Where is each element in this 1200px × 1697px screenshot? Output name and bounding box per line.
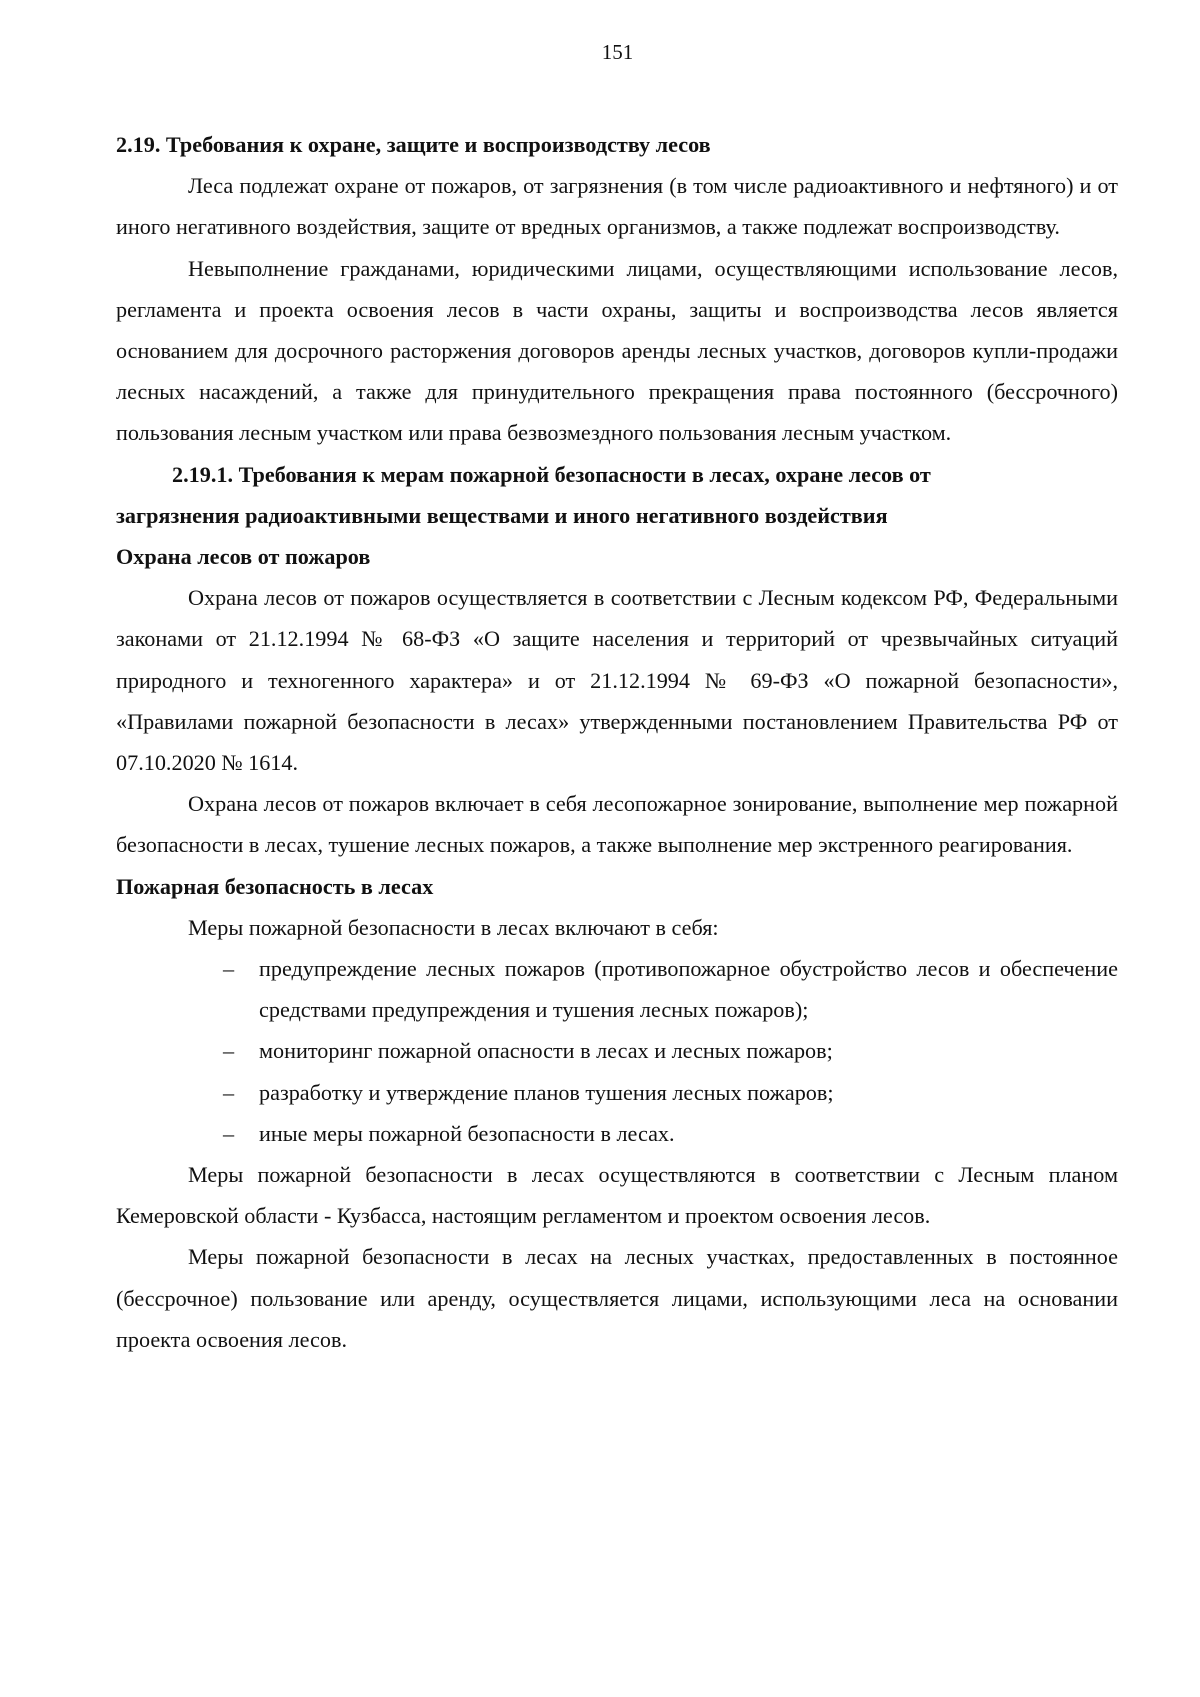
section-heading-2-19-1	[116, 454, 1118, 536]
list-item	[116, 948, 1118, 1030]
list-dash: –	[223, 1079, 235, 1105]
fire-safety-measures-list	[116, 948, 1118, 1154]
paragraph-fire-protection-legal-basis: Охрана лесов от пожаров осуществляется в соответствии с Лесным кодексом РФ, Федеральными законами от 21.12.1994 № 68-ФЗ «О защите населения и территорий от чрезвычайных ситуаций природного и техногенного характера» и от 21.12.1994 № 69-ФЗ «О пожарной безопасности», «Правилами пожарной безопасности в лесах» утвержденными постановлением Правительства РФ от 07.10.2020 № 1614.	[116, 585, 1118, 776]
subheading-fire-protection: Охрана лесов от пожаров	[116, 544, 371, 570]
list-dash: –	[223, 1120, 235, 1146]
list-item	[116, 1030, 1118, 1071]
paragraph-fire-protection-includes: Охрана лесов от пожаров включает в себя лесопожарное зонирование, выполнение мер пожарной безопасности в лесах, тушение лесных пожаров, а также выполнение мер экстренного реагирования.	[116, 791, 1118, 858]
paragraph-fire-safety-leased-plots: Меры пожарной безопасности в лесах на лесных участках, предоставленных в постоянное (бессрочное) пользование или аренду, осуществляется лицами, использующими леса на основании проекта освоения лесов.	[116, 1244, 1118, 1352]
list-item-text: мониторинг пожарной опасности в лесах и лесных пожаров;	[259, 1038, 833, 1064]
list-dash: –	[223, 1038, 235, 1064]
paragraph-fire-safety-basis: Меры пожарной безопасности в лесах осуществляются в соответствии с Лесным планом Кемеровской области - Кузбасса, настоящим регламентом и проектом освоения лесов.	[116, 1162, 1118, 1229]
list-item	[116, 1113, 1118, 1154]
section-heading-2-19: 2.19. Требования к охране, защите и воспроизводству лесов	[116, 132, 711, 157]
section-heading-2-19-1-line1: 2.19.1. Требования к мерам пожарной безопасности в лесах, охране лесов от	[172, 461, 931, 487]
section-heading-2-19-1-line2: загрязнения радиоактивными веществами и иного негативного воздействия	[116, 502, 888, 528]
list-dash: –	[223, 956, 235, 982]
page-number: 151	[601, 40, 634, 64]
list-item-text: иные меры пожарной безопасности в лесах.	[259, 1120, 675, 1146]
paragraph-contract-termination: Невыполнение гражданами, юридическими лицами, осуществляющими использование лесов, регламента и проекта освоения лесов в части охраны, защиты и воспроизводства лесов является основанием для досрочного расторжения договоров аренды лесных участков, договоров купли-продажи лесных насаждений, а также для принудительного прекращения права постоянного (бессрочного) пользования лесным участком или права безвозмездного пользования лесным участком.	[116, 255, 1118, 446]
document-body	[116, 124, 1118, 1360]
paragraph-fire-safety-intro: Меры пожарной безопасности в лесах включают в себя:	[188, 914, 719, 940]
subheading-fire-safety: Пожарная безопасность в лесах	[116, 873, 434, 899]
list-item	[116, 1072, 1118, 1113]
paragraph-forest-protection-scope: Леса подлежат охране от пожаров, от загрязнения (в том числе радиоактивного и нефтяного) и от иного негативного воздействия, защите от вредных организмов, а также подлежат воспроизводству.	[116, 173, 1118, 240]
list-item-text: разработку и утверждение планов тушения лесных пожаров;	[259, 1079, 834, 1105]
list-item-text: предупреждение лесных пожаров (противопожарное обустройство лесов и обеспечение средствами предупреждения и тушения лесных пожаров);	[259, 956, 1118, 1023]
